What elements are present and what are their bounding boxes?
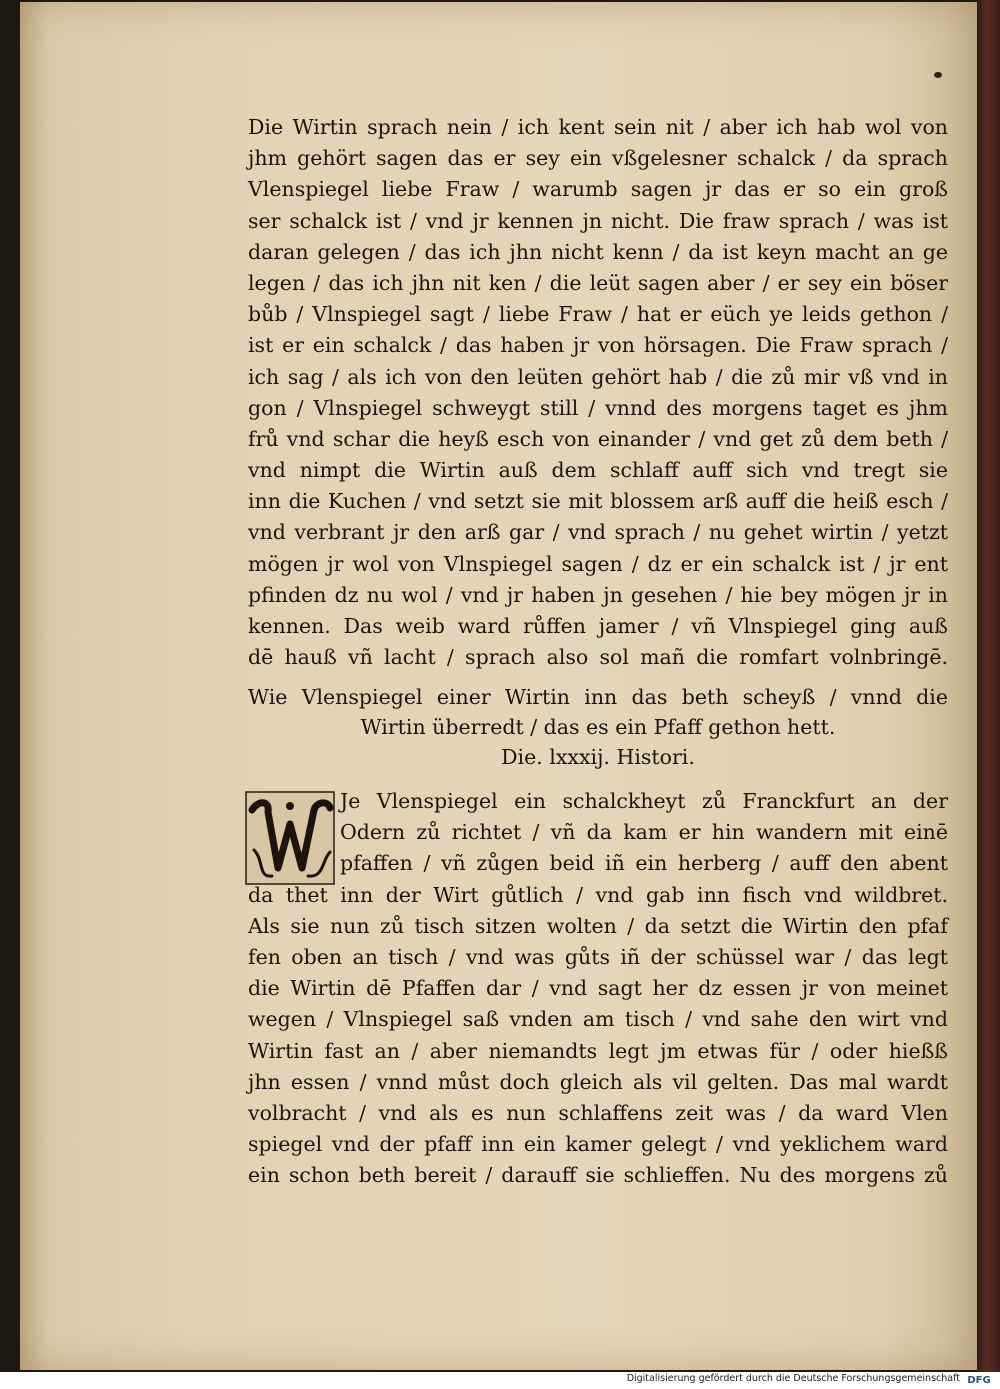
paragraph-1 (248, 112, 948, 673)
text-line: volbracht / vnd als es nun schlaffens zeit was / da ward Vlen (248, 1100, 948, 1125)
text-line: Je Vlenspiegel ein schalckheyt zů Franckfurt an der (340, 789, 948, 813)
text-line: ist er ein schalck / das haben jr von hörsagen. Die Fraw sprach / (248, 333, 948, 358)
text-line: pfinden dz nu wol / vnd jr haben jn gesehen / hie bey mögen jr in (248, 582, 948, 607)
paragraph-2 (248, 786, 948, 1191)
text-line: Vlenspiegel liebe Fraw / warumb sagen jr das er so ein groß (248, 177, 948, 202)
text-line: Wirtin fast an / aber niemandts legt jm etwas für / oder hießß (248, 1038, 948, 1063)
funding-credit (627, 1373, 960, 1384)
text-line: mögen jr wol von Vlnspiegel sagen / dz er ein schalck ist / jr ent (248, 551, 948, 576)
heading-line: Wie Vlenspiegel einer Wirtin inn das beth scheyß / vnnd die (248, 685, 948, 709)
text-line: frů vnd schar die heyß esch von einander / vnd get zů dem beth / (248, 426, 948, 451)
text-line: legen / das ich jhn nit ken / die leüt sagen aber / er sey ein böser (248, 270, 948, 295)
text-line: wegen / Vlnspiegel saß vnden am tisch / vnd sahe den wirt vnd (248, 1007, 948, 1032)
text-line: jhm gehört sagen das er sey ein vßgelesner schalck / da sprach (248, 146, 948, 171)
text-line: jhn essen / vnnd můst doch gleich als vil gelten. Das mal wardt (248, 1069, 948, 1094)
text-line: Odern zů richtet / vñ da kam er hin wandern mit einē (340, 820, 948, 845)
initial-letter-text: W (289, 850, 291, 851)
chapter-heading (248, 682, 948, 772)
dfg-logo-text: DFG (967, 1375, 991, 1385)
text-line: ich sag / als ich von den leüten gehört hab / die zů mir vß vnd in (248, 364, 948, 389)
text-line: bůb / Vlnspiegel sagt / liebe Fraw / hat er eüch ye leids gethon / (248, 302, 948, 327)
text-line: inn die Kuchen / vnd setzt sie mit blossem arß auff die heiß esch / (248, 489, 948, 514)
text-line: vnd verbrant jr den arß gar / vnd sprach / nu gehet wirtin / yetzt (248, 520, 948, 545)
text-line: Die Wirtin sprach nein / ich kent sein nit / aber ich hab wol von (248, 115, 948, 139)
text-line: dē hauß vñ lacht / sprach also sol mañ die romfart volnbringē. (248, 645, 948, 670)
book-binding-edge (977, 0, 1000, 1372)
text-line: gon / Vlnspiegel schweygt still / vnnd des morgens taget es jhm (248, 395, 948, 420)
dfg-logo-icon (964, 1373, 994, 1385)
text-line: da thet inn der Wirt gůtlich / vnd gab inn fisch vnd wildbret. (248, 882, 948, 907)
heading-line: Wirtin überredt / das es ein Pfaff gethon hett. (360, 715, 836, 739)
text-line: pfaffen / vñ zůgen beid iñ ein herberg / auff den abent (340, 851, 948, 876)
text-line: vnd nimpt die Wirtin auß dem schlaff auff sich vnd tregt sie (248, 458, 948, 483)
history-number: Die. lxxxij. Histori. (501, 745, 695, 769)
ink-mark (934, 72, 942, 78)
text-line: spiegel vnd der pfaff inn ein kamer gelegt / vnd yeklichem ward (248, 1132, 948, 1157)
text-line: kennen. Das weib ward růffen jamer / vñ Vlnspiegel ging auß (248, 614, 948, 638)
text-line: ser schalck ist / vnd jr kennen jn nicht. Die fraw sprach / was ist (248, 208, 948, 233)
text-line: ein schon beth bereit / darauff sie schlieffen. Nu des morgens zů (248, 1163, 948, 1188)
text-line: Als sie nun zů tisch sitzen wolten / da setzt die Wirtin den pfaf (248, 913, 948, 938)
text-line: die Wirtin dē Pfaffen dar / vnd sagt her dz essen jr von meinet (248, 976, 948, 1001)
text-line: daran gelegen / das ich jhn nicht kenn / da ist keyn macht an ge (248, 239, 948, 264)
funding-credit-text: Digitalisierung gefördert durch die Deutsche Forschungsgemeinschaft (626, 1373, 960, 1384)
text-line: fen oben an tisch / vnd was gůts iñ der schüssel war / das legt (248, 944, 948, 969)
